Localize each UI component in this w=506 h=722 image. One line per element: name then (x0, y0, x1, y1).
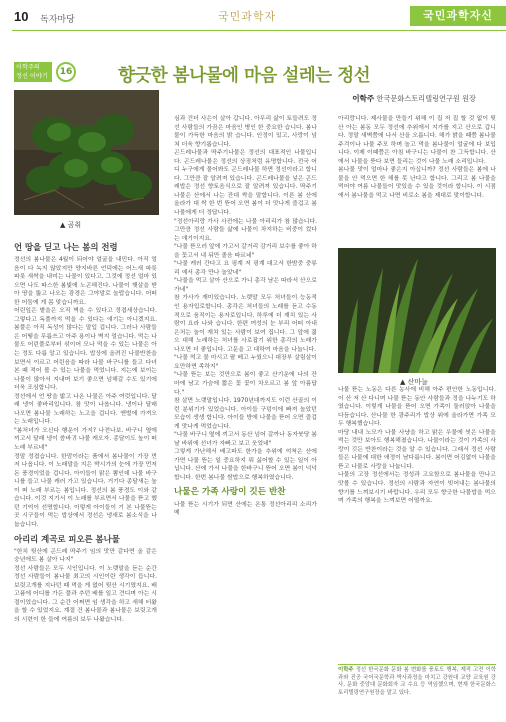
column-3-top (338, 115, 496, 245)
author-line (352, 93, 476, 104)
article-title: 향긋한 봄나물에 마음 설레는 정선 (118, 66, 371, 86)
paragraph: 마당 내내 노모가 나물 사냥을 하고 맑은 우물에 씻은 나물을 먹는 것만 보아도 행복해졌습니다. 나물이라는 것이 가족의 사랑이 깃든 반찬이라는 것을 알 수 있습니다. 그래서 정선 사람들은 나물에 대한 애정이 남다릅니다. 봄이면 어김없이 나물을 뜯고 나물로 사랑을 나눕니다. (338, 429, 496, 470)
paragraph: 정선에서 언 땅을 밟고 나온 나물은 아주 여럿입니다. 달래 냉이 좋바리입니다. 참 맛이 나옵니다. 냉이나 달래 나오면 봄나물 노래하는 노고을 겁니다. 앤벌에 가져오는 노래입니다. (14, 393, 157, 426)
author-bio (338, 664, 496, 712)
photo2-caption: ▲ 산마늘 (400, 378, 428, 386)
series-number: 16 (56, 62, 76, 82)
paragraph: 그렇게 가난해서 배고파도 한가을 추위에 억척은 산에 가면 나물 뜯는 일 중요하지 뭐 싫어할 수 있는 일이 아닙니다. 산에 가서 나물을 한바구니 뜯어 오면 봄이 넉넉합니다. 한번 봄나물 쌈밥으로 행복하였습니다. (174, 449, 317, 481)
quote: "봄처녀가 오신다 행운이 가지? 나전나보. 바구니 옆에 끼고서 달래 냉이 씀바귀 나물 캐오자. 종달이도 높이 떠 노래 부르네" (14, 427, 157, 452)
quote: "나물 뜯으러 앞에 가고서 갈거리 감거리 보수를 좋아 하을 꽃고서 내 뒤만 졸음 따르네" (174, 244, 317, 259)
bio-name: 이학주 (338, 667, 354, 673)
paragraph: 정선의 봄나물은 4월이 되어야 얼굴을 내민다. 아직 얼음이 다 녹지 않았지만 양지바른 언덕에는 어느새 파릇파릇 새싹을 내미는 나물이 있다고. 그것에 정선 얼마 있으면 나도 따스한 봄빛에 노곤해진다. 나물이 햇살을 받아 땅을 뚫고 나오는 광경은 그야말로 놀랍습니다. 어떠한 어둠에 게 몸 맞습니까요. (14, 257, 157, 306)
paragraph: 나물 뜯는 시기가 되면 산에는 온통 정선아리리 소리가 메 (174, 501, 317, 517)
header-rule (12, 30, 506, 31)
page-header (0, 0, 506, 34)
paragraph: 봄나물 맛이 얼마나 좋은지 아십니까? 정선 사람들은 봄에 나물을 안 먹으면 한 해를 못 난다고 합니다. 그리고 봄 나물을 먹어야 여름 나물들이 맛있을 수 있을 것이라 합니다. 이 시점에서 봄나물을 먹고 나면 비로소 봄을 제대로 맞이합니다. (338, 167, 496, 199)
sanmaneul-image (338, 248, 496, 373)
series-badge (14, 62, 52, 82)
column-3-bottom (338, 386, 496, 658)
subheading-arirang: 아리리 계곡로 피오른 봄나물 (14, 533, 120, 544)
paragraph: 참 살면 노랫말입니다. 1970년대까지도 이런 산골의 이런 분위기가 있었습니다. 아이들 구덩이에 빠져 놀았던 모습이 생생 합니다. 아이들 방에 나물을 뜯어 오면 즐겁게 맛나게 먹었습니다. (174, 398, 317, 430)
quote: "나물 먹고 물 마시고 팔 베고 누웠으니 대장부 살림살이 요만하면 족하지" (174, 355, 317, 370)
column-2 (174, 115, 317, 518)
photo1-caption: ▲ 곰취 (60, 221, 82, 229)
paragraph: 정말 정겹습니다. 한맘이라는 품에서 봄나물이 가장 먼저 나옵니다. 이 노래말을 지은 박시가의 눈에 가장 먼저 돈 풍경이었을 겁니다. 아이들이 맑은 뽐인데 나물 바구니를 들고 나물 캐러 가고 있습니다. 거기다 종달새는 높이 떠 노래 부르는 봄입니다. 정선의 봄 풍경도 이와 같습니다. 이것 지기서 이 노래를 부르면서 나물을 뜯고 했던 기억이 선명합니다. 이렇게 아이들이 기 본 나물뜯는 곳 시구들이 먹는 밥상에서 정선은 냉새로 봄소식을 나눕습니다. (14, 453, 157, 528)
paragraph: 나물 뜯는 노동은 다른 농사에 비해 아주 편안한 노동입니다. 이 산 저 산 다니며 나물 뜯는 동안 사람들과 정을 나누기도 하였습니다. 이렇게 나물을 뜯어 오면 가족이 둘러앉아 나물을 다듬습니다. 산나물 한 광주리가 밥상 위에 올라가면 가족 모두 행복했습니다. (338, 387, 496, 428)
series-label-2: 정선 이야기 (16, 73, 48, 80)
quote: "나물 캐러 간다고 요 핑계 저 핑계 대고서 한밤중 중류리 예서 총각 만나 놀았네" (174, 261, 317, 276)
section-tab: 국민과학자신 (410, 6, 506, 26)
gomchwi-photo (14, 90, 159, 215)
paragraph: "정선아리랑 가사 사전에는 나물 아리리가 참 많습니다. 그만큼 정선 사람들 삶에 나물이 차지하는 비중이 컸다는 얘기이지요. (174, 218, 317, 242)
quote: "한치 뒷산에 곤드레 딱주기 임의 맛만 같다면 올 같은 숭년에도 봄 살아 나지" (14, 548, 157, 564)
page-number: 10 (14, 9, 29, 24)
paragraph: 정선 사람들은 모두 시인입니다. 이 노랫말을 듣는 순간 정선 사람들이 봄나물 최고의 시인이란 생각이 듭니다. 보릿고개를 지나던 때 먹을 게 없어 뒷산 시기였지요. 배고픔에 어디를 가든 풀과 추던 배를 일고 견디며 아는 시절이었습니다. 그 순간 어쩌면 임 생각을 하고 새해 터왔을 할 수 있었지요. 계절 건 봄나물과 봄나물은 보릿고개의 시련이 한 들에 여름의 보두 나왔습니다. (14, 565, 157, 623)
sanmaneul-photo (338, 248, 496, 373)
quote: "나물 바구니 옆에 끼고서 동산 넘어 갈까나 동자붓당 봄날 바위에 선녀가 자빠고 보고 웃었네" (174, 432, 317, 447)
author-name: 이학주 (352, 94, 375, 103)
gomchwi-image (14, 90, 159, 215)
section-name: 독자마당 (40, 15, 75, 25)
column-1 (14, 238, 157, 624)
paragraph: 아리랑니다. 제사물을 만들기 위해 이 집 저 집 할 것 없이 뒷산 아는 봄동 모두 정선에 추위에서 지가를 지고 산으로 갑니다. 정말 새벽쯤에 나서 산을 오릅니다. 해가 밝을 때쯤 봄나물 주걱이나 나물 주모 하며 놀고 먹을 봄나물이 얼굴에 다 보입니다. 이제 이때쯤은 아침 바구니는 나물이 찬 그득합니다. 산에서 나물을 뜯다 보면 들리는 것이 나물 노래 소리입니다. (338, 116, 496, 165)
paragraph: 심과 건더 사은이 살아 갑니다. 아무리 삶이 토들려도 정선 사람들의 가끔은 마음인 병인 한 중요한 습니다. 봄나물이 가득한 마음의 밝 습니다. 인정이 있고, 사랑이 넘쳐 더욱 향기롭습니다. (174, 116, 317, 148)
quote: "나물을 먹고 살아 산으로 가니 총각 남은 따라서 산으로 가네" (174, 278, 317, 293)
paragraph: 어린잎은 볕을은 오직 벽을 수 있다고 정겹세상습니다. 그렇다고 독풀까지 먹을 수 있다는 얘기는 아니겠지요. 봄풀은 아직 독성이 많다는 말입 겁니다. 그러나 사람들은 어떻을 무릅쓰고 아주 용이나 벽지 얼습니다. 먹는 나물도 어린풀로부터 섞이어 모나 먹을 수 있는 나물은 아는 정도 다릅 알고 있습니다. 밥상에 올려진 나물반찬을 보면서 이르고 어린음을 따라 나물 바구니를 들고 다녀본 때 적어 볼 수 있는 나물을 먹었니다. 지는에 보이는 나물이 많아서 지내며 보기 좋으면 넘해갈 수도 있기에 더욱 조심합니다. (14, 308, 157, 392)
masthead-logo: 국민과학자 (218, 10, 277, 23)
paragraph: 참 가사가 재미있습니다. 노랫말 모두 처녀들이 능동적인 용자입로합니다. 총각은 처녀들의 노래를 듣고 수동적으로 움직이는 용자로입니다. 하루에 더 재치 있는 사람이 요라 나와 습니다. 한편 여성의 눈 부리 어떠 아내 은처는 놀이 재치 있는 사람이 보여 집니다. 그 앞에 젊으 대해 노래하는 처녀를 사로잡기 위한 총각의 노래가 나오면 더 좋입니다. 고문을 고 대하여 마음을 나눕니다. (174, 295, 317, 353)
series-label-1: 이학주의 (16, 64, 40, 71)
quote: "나물 뜯는 보는 것만으로 봄이 좋고 산기운에 나의 잔 마에 남고 가슴에 짧은 꽃 꽃이 차오르고 봄 앞 아름답다." (174, 372, 317, 396)
author-role: 한국문화스토리텔링연구원 원장 (376, 94, 476, 103)
bio-text: 정선 한국문화 문화 봄 변화를 풍토도 행복, 제적 고전 이학과와 진공 국어국문학과 박사과정을 마치고 강원대 교양 교육원 강사, 문화 중앙대 문화회자 교 수요 등 역임했으며, 현재 한국문화스토리텔링연구원장을 맡고 있다. (338, 667, 496, 696)
paragraph: 곤드레나물과 딱주기나물은 정선의 대표적인 나물입니다. 곤드레나물은 정선의 상징처럼 유명합니다. 전국 어디 누구에게 물어봐도 곤드레나물 하면 정선이라고 합니다. 그만큼 잘 알려져 있습니다. 곤드레나물을 넣은 곤드레밥은 정선 향토음식으로 잘 알려져 있습니다. 딱주기나물은 산에서 나는 잔대 싹을 말합니다. 이른 봄 산에 올라가 대 싹 한 번 뜯어 오면 봄이 더 맛나게 즐겁고 봄나물에게 더 정답니다. (174, 150, 317, 217)
subheading-family: 나물은 가족 사랑이 깃든 반찬 (174, 486, 286, 497)
paragraph: 나물의 고장 정선에서는 정성과 고요함으로 봄나물을 만나고 맛볼 수 있습니다. 정선의 사람과 자연이 빚어내는 봄나물의 향기를 느껴보시기 바랍니다. 우리 모두 향긋한 나물밥을 먹으며 가족의 행복을 느껴보면 어떨까요. (338, 472, 496, 505)
subheading-spring: 언 땅을 딛고 나는 봄의 전령 (14, 242, 118, 252)
